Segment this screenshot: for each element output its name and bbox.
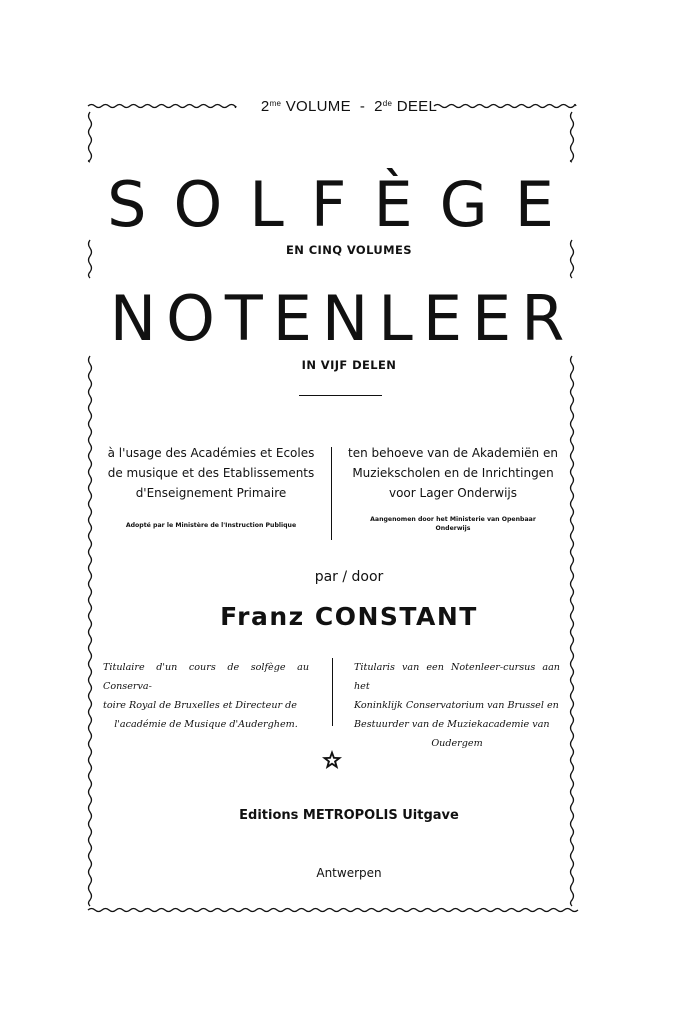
- usage-fr-line: de musique et des Etablissements: [107, 466, 315, 480]
- usage-nl-adopted: [340, 515, 566, 533]
- usage-fr-block: [100, 443, 322, 503]
- volume-header: [0, 98, 698, 115]
- subtitle-in-vijf-delen: IN VIJF DELEN: [301, 358, 397, 372]
- credentials-nl-line: Titularis van een Notenleer-cursus aan het: [354, 662, 560, 692]
- credentials-fr-block: [103, 658, 309, 734]
- usage-fr-line: à l'usage des Académies et Ecoles: [107, 446, 315, 460]
- usage-nl-line: Muziekscholen en de Inrichtingen: [352, 466, 554, 480]
- credentials-nl-line: Oudergem: [431, 738, 483, 749]
- volume-nl-number: 2: [374, 98, 383, 115]
- title-notenleer: NOTENLEER: [109, 282, 575, 355]
- usage-nl-block: [340, 443, 566, 503]
- credentials-nl-block: [354, 658, 560, 753]
- title-divider: [299, 395, 382, 396]
- author-name: Franz CONSTANT: [220, 602, 478, 631]
- publisher-city: Antwerpen: [316, 866, 382, 880]
- credentials-fr-line: Titulaire d'un cours de solfège au Conserva-: [103, 662, 309, 692]
- column-divider-top: [331, 447, 332, 540]
- volume-fr-word: VOLUME: [285, 98, 351, 115]
- column-divider-bottom: [332, 658, 333, 726]
- usage-nl-line: voor Lager Onderwijs: [388, 486, 518, 500]
- credentials-fr-line: toire Royal de Bruxelles et Directeur de: [103, 700, 297, 711]
- volume-nl-suffix: de: [382, 99, 393, 108]
- credentials-fr-line: l'académie de Musique d'Auderghem.: [114, 719, 298, 730]
- usage-fr-line: d'Enseignement Primaire: [135, 486, 287, 500]
- usage-nl-line: ten behoeve van de Akademiën en: [348, 446, 558, 460]
- byline: par / door: [314, 569, 384, 585]
- usage-nl-adopted-line: Onderwijs: [435, 525, 471, 532]
- usage-nl-adopted-line: Aangenomen door het Ministerie van Openbaar: [370, 516, 536, 523]
- subtitle-en-cinq-volumes: EN CINQ VOLUMES: [286, 243, 412, 257]
- volume-nl-word: DEEL: [396, 98, 438, 115]
- volume-fr-suffix: me: [269, 99, 282, 108]
- usage-fr-adopted: Adopté par le Ministère de l'Instruction Publique: [125, 522, 297, 529]
- credentials-nl-line: Koninklijk Conservatorium van Brussel en: [354, 700, 559, 711]
- volume-separator: -: [359, 98, 366, 115]
- credentials-nl-line: Bestuurder van de Muziekacademie van: [354, 719, 550, 730]
- star-icon: [320, 748, 344, 772]
- title-solfege: SOLFÈGE: [107, 168, 581, 241]
- publisher: Editions METROPOLIS Uitgave: [239, 808, 459, 823]
- volume-fr-number: 2: [260, 98, 270, 115]
